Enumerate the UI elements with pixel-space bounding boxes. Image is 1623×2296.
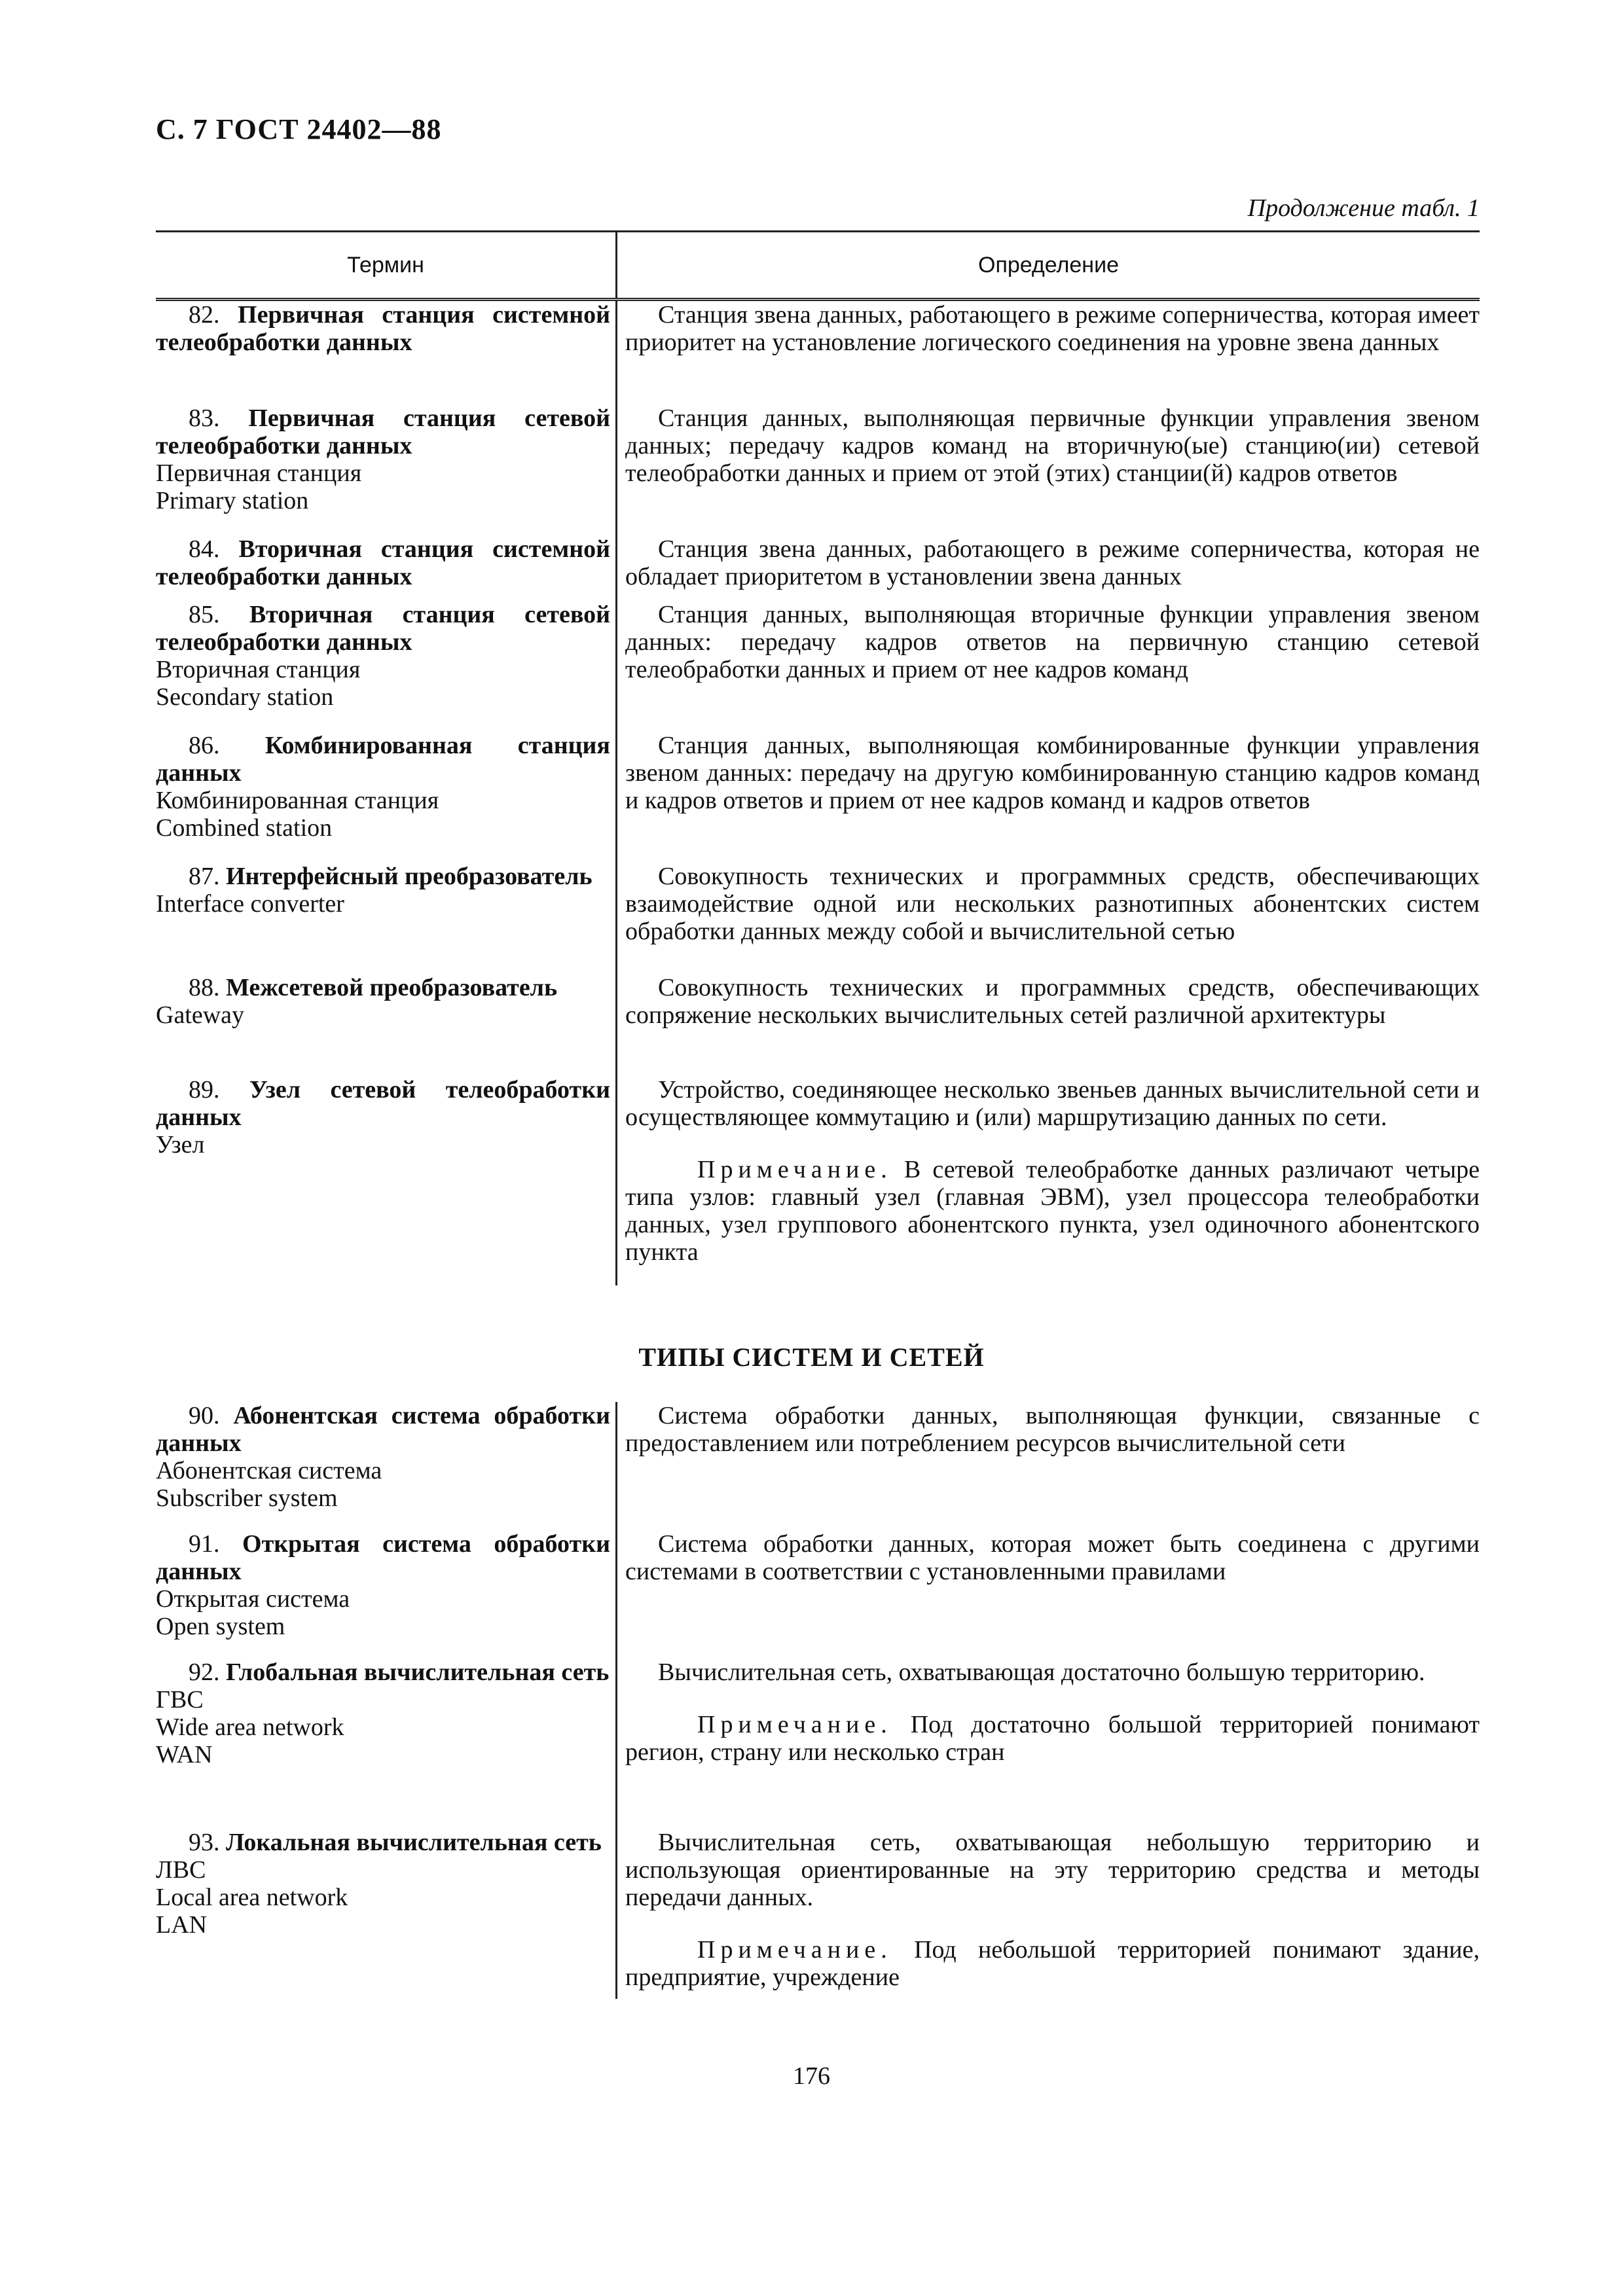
term-number: 92.: [189, 1659, 220, 1686]
terms-table-systems: [156, 1402, 1480, 1999]
term-title: [156, 732, 610, 787]
term-synonym: ЛВС: [156, 1856, 206, 1884]
term-number: 90.: [189, 1402, 220, 1429]
term-title: [156, 863, 610, 890]
table-row: [156, 1076, 1480, 1285]
term-synonym: Secondary station: [156, 683, 334, 711]
term-synonym: Gateway: [156, 1001, 245, 1029]
definition-note: [625, 1936, 1480, 1991]
definition-cell: [617, 1402, 1480, 1530]
term-number: 87.: [189, 863, 220, 890]
term-cell: [156, 1076, 617, 1285]
term-number: 85.: [189, 601, 220, 628]
term-cell: [156, 1530, 617, 1659]
definition-text: Система обработки данных, выполняющая функции, связанные с предоставлением или потреблением ресурсов вычислительной сети: [625, 1402, 1480, 1457]
definition-text: Станция звена данных, работающего в режиме соперничества, которая имеет приоритет на установление логического соединения на уровне звена данных: [625, 301, 1480, 356]
term-number: 82.: [189, 301, 220, 329]
definition-cell: [617, 1829, 1480, 1999]
term-synonym: Combined station: [156, 814, 333, 842]
term-synonym: Абонентская система: [156, 1457, 382, 1484]
term-cell: [156, 1829, 617, 1999]
term-title: [156, 1402, 610, 1457]
definition-cell: [617, 404, 1480, 535]
section-title: ТИПЫ СИСТЕМ И СЕТЕЙ: [638, 1342, 985, 1372]
term-number: 84.: [189, 535, 220, 563]
definition-text: Совокупность технических и программных средств, обеспечивающих сопряжение нескольких вычислительных сетей различной архитектуры: [625, 974, 1480, 1029]
term-title: [156, 1829, 610, 1856]
note-text: В сетевой телеобработке данных различают четыре типа узлов: главный узел (главная ЭВМ), узел процессора телеобработки данных, узел группового абонентского пункта, узел одиночного абонентского пункта: [625, 1156, 1480, 1266]
term-number: 93.: [189, 1829, 220, 1856]
term-cell: [156, 974, 617, 1076]
table-row: [156, 1530, 1480, 1659]
definition-cell: [617, 1659, 1480, 1829]
table-row: [156, 863, 1480, 974]
term-synonym: WAN: [156, 1741, 213, 1768]
term-synonym: Wide area network: [156, 1713, 344, 1741]
table-row: [156, 1402, 1480, 1530]
term-synonym: Primary station: [156, 487, 309, 514]
page-number: 176: [793, 2062, 830, 2090]
terms-table: [156, 230, 1480, 1285]
note-text: Под небольшой территорией понимают здание, предприятие, учреждение: [625, 1936, 1480, 1991]
term-cell: [156, 601, 617, 732]
table-row: [156, 974, 1480, 1076]
column-header-definition: Определение: [978, 253, 1119, 278]
definition-text: Станция звена данных, работающего в режиме соперничества, которая не обладает приоритетом в установлении звена данных: [625, 535, 1480, 590]
table-row: [156, 301, 1480, 404]
term-synonym: Комбинированная станция: [156, 787, 439, 814]
term-synonym: Узел: [156, 1131, 205, 1158]
term-name: Первичная станция системной телеобработки данных: [156, 301, 611, 356]
term-synonym: Open system: [156, 1613, 285, 1640]
term-synonym: Subscriber system: [156, 1484, 338, 1512]
term-title: [156, 1530, 610, 1585]
definition-text: Станция данных, выполняющая вторичные функции управления звеном данных: передачу кадров ответов на первичную станцию сетевой телеобработки данных и прием от нее кадров команд: [625, 601, 1480, 683]
term-cell: [156, 732, 617, 863]
term-cell: [156, 1659, 617, 1829]
term-title: [156, 535, 610, 590]
definition-cell: [617, 1530, 1480, 1659]
term-title: [156, 1076, 610, 1131]
definition-text: Устройство, соединяющее несколько звеньев данных вычислительной сети и осуществляющее коммутацию и (или) маршрутизацию данных по сети.: [625, 1076, 1480, 1131]
definition-cell: [617, 1076, 1480, 1285]
column-header-term: Термин: [156, 232, 617, 298]
term-name: Интерфейсный преобразователь: [226, 863, 593, 890]
term-cell: [156, 863, 617, 974]
table-row: [156, 1829, 1480, 1999]
definition-cell: [617, 863, 1480, 974]
note-label: Примечание.: [697, 1156, 892, 1183]
table-row: [156, 732, 1480, 863]
table-continuation-label: Продолжение табл. 1: [1247, 194, 1480, 222]
table-row: [156, 1659, 1480, 1829]
term-synonym: Открытая система: [156, 1585, 350, 1613]
term-title: [156, 1659, 610, 1686]
term-cell: [156, 535, 617, 601]
definition-note: [625, 1156, 1480, 1266]
term-synonym: Interface converter: [156, 890, 344, 918]
document-header: С. 7 ГОСТ 24402—88: [156, 113, 442, 145]
term-name: Первичная станция сетевой телеобработки данных: [156, 404, 611, 459]
term-synonym: ГВС: [156, 1686, 204, 1713]
term-name: Узел сетевой телеобработки данных: [156, 1076, 610, 1131]
term-name: Локальная вычислительная сеть: [226, 1829, 602, 1856]
note-text: Под достаточно большой территорией понимают регион, страну или несколько стран: [625, 1711, 1480, 1766]
definition-text: Станция данных, выполняющая комбинированные функции управления звеном данных: передачу на другую комбинированную станцию кадров команд и кадров ответов и прием от нее кадров команд и кадров ответов: [625, 732, 1480, 814]
term-name: Глобальная вычислительная сеть: [226, 1659, 610, 1686]
definition-text: Вычислительная сеть, охватывающая небольшую территорию и использующая ориентированные на эту территорию средства и методы передачи данных.: [625, 1829, 1480, 1911]
term-cell: [156, 404, 617, 535]
note-label: Примечание.: [697, 1936, 892, 1964]
table-body: [156, 301, 1480, 1285]
definition-note: [625, 1711, 1480, 1766]
table-header: [156, 230, 1480, 301]
term-title: [156, 601, 610, 656]
definition-text: Станция данных, выполняющая первичные функции управления звеном данных; передачу кадров команд на вторичную(ые) станцию(ии) сетевой телеобработки данных и прием от этой (этих) станции(й) кадров ответов: [625, 404, 1480, 487]
term-number: 86.: [189, 732, 220, 759]
term-number: 89.: [189, 1076, 220, 1103]
term-name: Вторичная станция системной телеобработки данных: [156, 535, 610, 590]
definition-cell: [617, 732, 1480, 863]
term-name: Вторичная станция сетевой телеобработки данных: [156, 601, 611, 656]
note-label: Примечание.: [697, 1711, 892, 1738]
term-name: Открытая система обработки данных: [156, 1530, 611, 1585]
table-row: [156, 535, 1480, 601]
term-title: [156, 974, 610, 1001]
definition-text: Совокупность технических и программных средств, обеспечивающих взаимодействие одной или нескольких разнотипных абонентских систем обработки данных между собой и вычислительной сетью: [625, 863, 1480, 945]
term-number: 83.: [189, 404, 220, 432]
term-cell: [156, 301, 617, 404]
table-row: [156, 404, 1480, 535]
definition-cell: [617, 535, 1480, 601]
term-name: Комбинированная станция данных: [156, 732, 610, 787]
definition-text: Система обработки данных, которая может быть соединена с другими системами в соответствии с установленными правилами: [625, 1530, 1480, 1585]
definition-cell: [617, 301, 1480, 404]
term-number: 91.: [189, 1530, 220, 1558]
term-cell: [156, 1402, 617, 1530]
term-number: 88.: [189, 974, 220, 1001]
term-synonym: LAN: [156, 1911, 208, 1939]
term-synonym: Вторичная станция: [156, 656, 361, 683]
term-name: Межсетевой преобразователь: [226, 974, 558, 1001]
definition-text: Вычислительная сеть, охватывающая достаточно большую территорию.: [658, 1659, 1425, 1686]
table-body: [156, 1402, 1480, 1999]
term-synonym: Local area network: [156, 1884, 348, 1911]
term-synonym: Первичная станция: [156, 459, 362, 487]
term-title: [156, 404, 610, 459]
definition-cell: [617, 601, 1480, 732]
definition-cell: [617, 974, 1480, 1076]
table-row: [156, 601, 1480, 732]
term-name: Абонентская система обработки данных: [156, 1402, 610, 1457]
term-title: [156, 301, 610, 356]
